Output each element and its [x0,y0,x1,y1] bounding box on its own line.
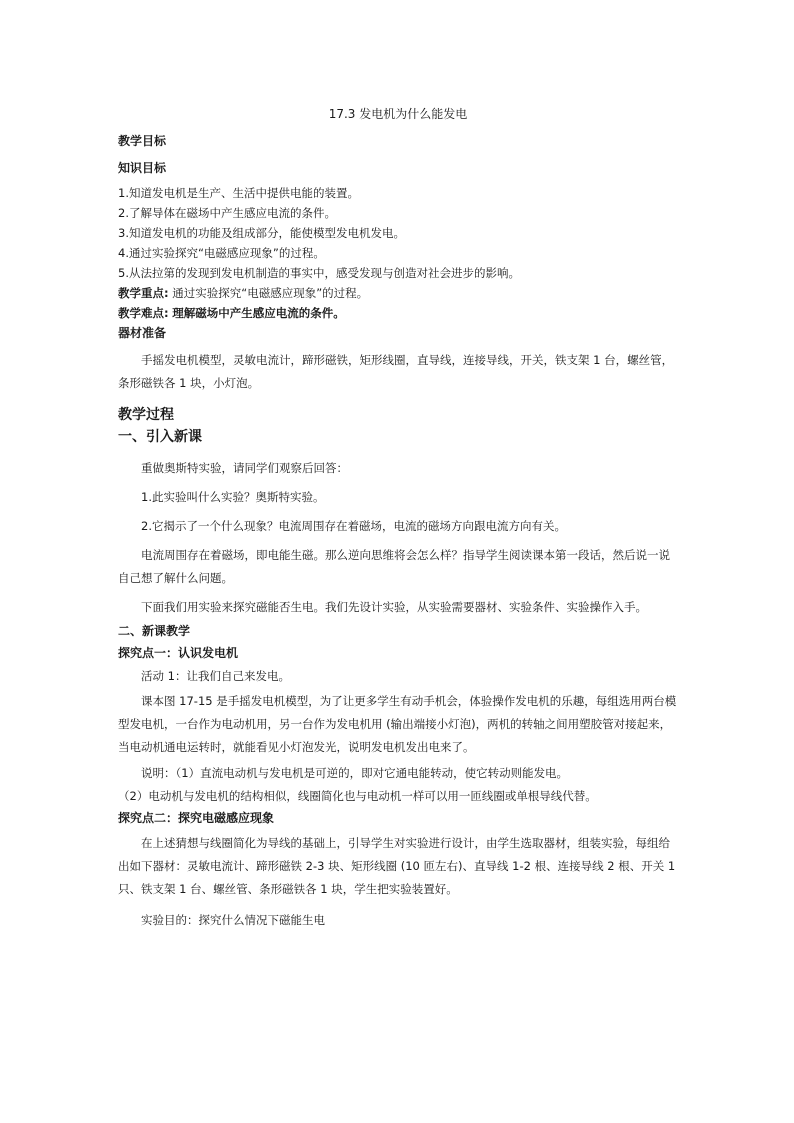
goal-item-3: 3.知道发电机的功能及组成部分，能使模型发电机发电。 [118,226,405,240]
document-title: 17.3 发电机为什么能发电 [328,107,468,121]
new-lesson-heading: 二、新课教学 [118,624,191,638]
process-heading: 教学过程 [118,407,174,423]
goal-item-1: 1.知道发电机是生产、生活中提供电能的装置。 [118,186,359,200]
explore-point-1-heading: 探究点一：认识发电机 [118,646,239,660]
intro-paragraph-2: 电流周围存在着磁场，即电能生磁。那么逆向思维将会怎么样？指导学生阅读课本第一段话，然后说一说自己想了解什么问题。 [118,548,670,585]
difficulty-point [118,305,678,321]
key-point-label: 教学重点: [118,286,169,300]
explore-2-paragraph: 在上述猜想与线圈简化为导线的基础上，引导学生对实验进行设计，由学生选取器材，组装实验，每组给出如下器材：灵敏电流计、蹄形磁铁 2-3 块、矩形线圈 (10 匝左右)、直导线 1-2 根、连接导线 2 根、开关 1 只、铁支架 1 台、螺丝管、条形磁铁各 1 块，学生把实验装置好。 [118,836,676,896]
intro-paragraph-1: 重做奥斯特实验，请同学们观察后回答： [141,461,348,475]
knowledge-goals-heading: 知识目标 [118,161,167,175]
experiment-purpose: 实验目的：探究什么情况下磁能生电 [141,913,325,927]
explore-point-2-heading: 探究点二：探究电磁感应现象 [118,811,275,825]
intro-question-1: 1.此实验叫什么实验？奥斯特实验。 [141,490,325,504]
note-1: 说明：（1）直流电动机与发电机是可逆的，即对它通电能转动，使它转动则能发电。 [141,766,569,780]
key-point-text: 通过实验探究“电磁感应现象”的过程。 [172,286,369,300]
intro-paragraph-3: 下面我们用实验来探究磁能否生电。我们先设计实验，从实验需要器材、实验条件、实验操作入手。 [141,600,647,614]
activity-1: 活动 1：让我们自己来发电。 [141,669,290,683]
goal-item-4: 4.通过实验探究“电磁感应现象”的过程。 [118,246,325,260]
teaching-goals-heading: 教学目标 [118,134,167,148]
equipment-paragraph: 手摇发电机模型，灵敏电流计，蹄形磁铁，矩形线圈，直导线，连接导线，开关，铁支架 1 台，螺丝管，条形磁铁各 1 块，小灯泡。 [118,353,674,390]
intro-question-2: 2.它揭示了一个什么现象？电流周围存在着磁场，电流的磁场方向跟电流方向有关。 [141,519,566,533]
activity-1-paragraph: 课本图 17-15 是手摇发电机模型，为了让更多学生有动手机会，体验操作发电机的乐趣，每组选用两台模型发电机，一台作为电动机用，另一台作为发电机用 (输出端接小灯泡)，两机的转轴之间用塑胶管对接起来，当电动机通电运转时，就能看见小灯泡发光，说明发电机发出电来了。 [118,694,677,754]
equipment-heading: 器材准备 [118,326,167,340]
difficulty-label: 教学难点: [118,306,169,320]
intro-heading: 一、引入新课 [118,429,202,445]
document-page [118,106,678,932]
goal-item-2: 2.了解导体在磁场中产生感应电流的条件。 [118,206,336,220]
note-2: （2）电动机与发电机的结构相似，线圈简化也与电动机一样可以用一匝线圈或单根导线代替。 [118,789,597,803]
key-point [118,285,678,301]
goal-item-5: 5.从法拉第的发现到发电机制造的事实中，感受发现与创造对社会进步的影响。 [118,266,520,280]
difficulty-text: 理解磁场中产生感应电流的条件。 [172,306,345,320]
